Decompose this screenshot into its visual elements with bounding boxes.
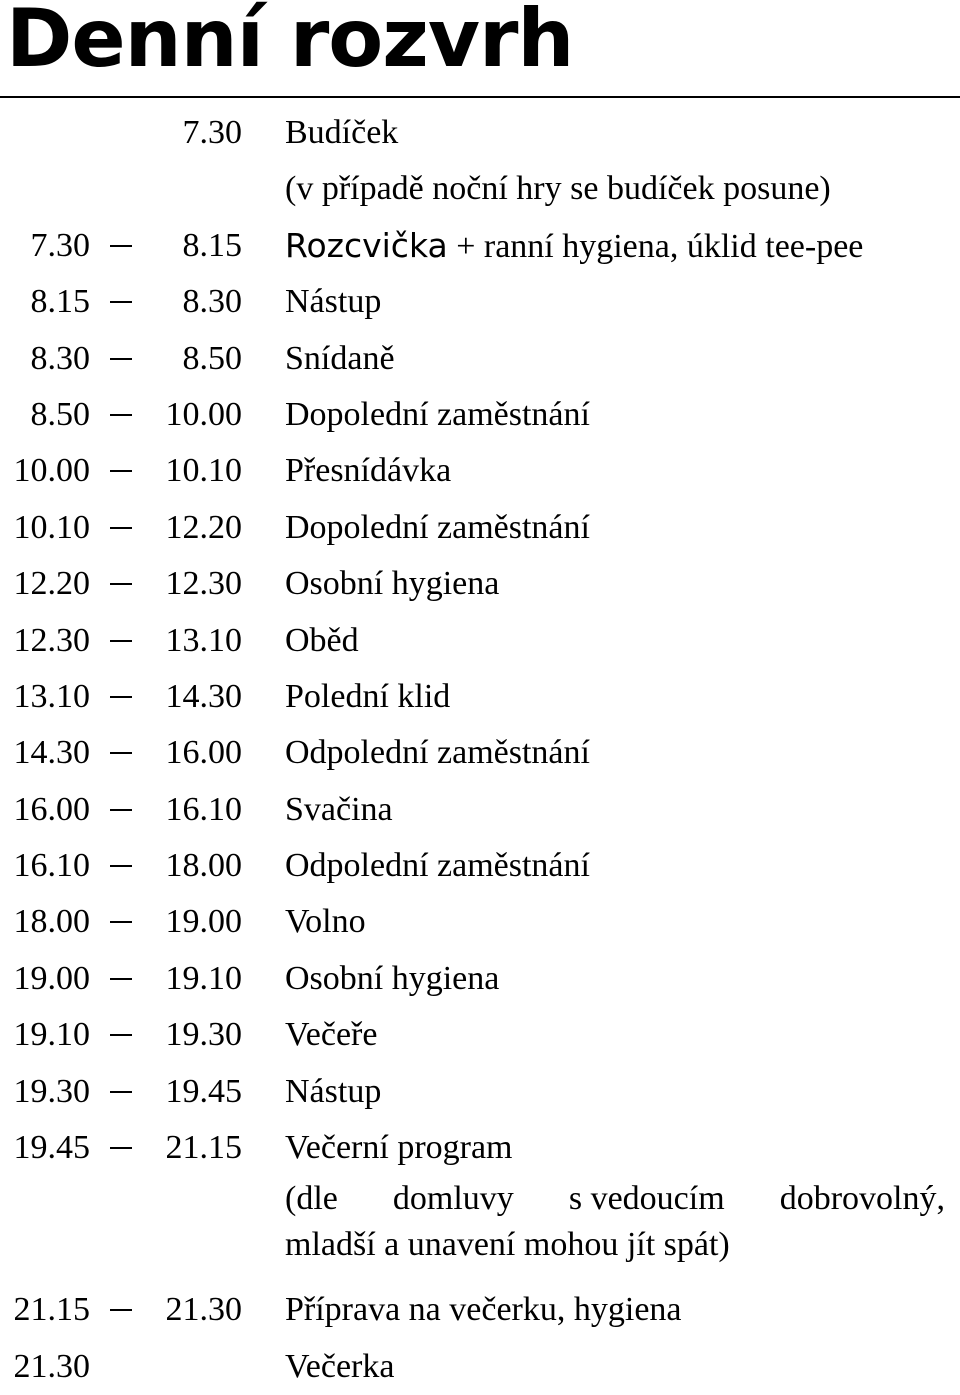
activity-label: Dopolední zaměstnání <box>285 508 590 546</box>
dash-separator <box>110 640 132 642</box>
dash-separator <box>110 245 132 247</box>
end-time: 16.00 <box>165 734 242 772</box>
activity-label <box>285 218 863 275</box>
schedule-row <box>0 218 960 274</box>
end-time: 13.10 <box>165 621 242 659</box>
dash-separator <box>110 414 132 416</box>
end-time: 18.00 <box>165 847 242 885</box>
schedule-row <box>0 725 960 781</box>
note-text: mladší a unavení mohou jít spát) <box>285 1226 730 1264</box>
evening-note-line-1 <box>0 1176 960 1222</box>
dash-separator <box>110 470 132 472</box>
note-word: dobrovolný, <box>779 1180 945 1218</box>
activity-label: Večeře <box>285 1016 378 1054</box>
dash-separator <box>110 978 132 980</box>
dash-separator <box>110 696 132 698</box>
schedule-row <box>0 613 960 669</box>
start-time: 18.00 <box>13 903 90 941</box>
schedule-row <box>0 387 960 443</box>
dash-separator <box>110 1091 132 1093</box>
schedule-row <box>0 1064 960 1120</box>
schedule-row <box>0 1282 960 1338</box>
schedule-row <box>0 669 960 725</box>
start-time: 8.15 <box>30 283 90 321</box>
schedule-row <box>0 951 960 1007</box>
start-time: 19.45 <box>13 1129 90 1167</box>
end-time: 19.00 <box>165 903 242 941</box>
dash-separator <box>110 1034 132 1036</box>
activity-label: Dopolední zaměstnání <box>285 395 590 433</box>
start-time: 16.00 <box>13 790 90 828</box>
dash-separator <box>110 865 132 867</box>
schedule-row <box>0 556 960 612</box>
start-time: 19.30 <box>13 1072 90 1110</box>
end-time: 10.00 <box>165 395 242 433</box>
activity-label: Příprava na večerku, hygiena <box>285 1291 682 1329</box>
schedule-row <box>0 274 960 330</box>
end-time: 19.30 <box>165 1016 242 1054</box>
end-time: 19.10 <box>165 959 242 997</box>
activity-label: Nástup <box>285 1072 382 1110</box>
activity-rest: + ranní hygiena, úklid tee-pee <box>447 227 864 265</box>
start-time: 16.10 <box>13 847 90 885</box>
start-time: 21.30 <box>13 1347 90 1385</box>
dash-separator <box>110 809 132 811</box>
activity-label: Odpolední zaměstnání <box>285 847 590 885</box>
schedule-row <box>0 782 960 838</box>
start-time: 21.15 <box>13 1291 90 1329</box>
dash-separator <box>110 301 132 303</box>
dash-separator <box>110 1309 132 1311</box>
dash-separator <box>110 583 132 585</box>
title-underline <box>0 96 960 98</box>
note-word: domluvy <box>392 1180 514 1218</box>
activity-label: Polední klid <box>285 677 451 715</box>
end-time: 19.45 <box>165 1072 242 1110</box>
activity-label: Svačina <box>285 790 393 828</box>
note-word: (dle <box>285 1180 338 1218</box>
end-time: 8.50 <box>182 339 242 377</box>
activity-label: Osobní hygiena <box>285 565 500 603</box>
end-time: 21.30 <box>165 1291 242 1329</box>
start-time: 8.50 <box>30 395 90 433</box>
end-time: 8.15 <box>182 226 242 264</box>
start-time: 19.00 <box>13 959 90 997</box>
activity-label: Oběd <box>285 621 359 659</box>
end-time: 10.10 <box>165 452 242 490</box>
dash-separator <box>110 358 132 360</box>
activity-label: Přesnídávka <box>285 452 452 490</box>
schedule-row <box>0 838 960 894</box>
end-time: 8.30 <box>182 283 242 321</box>
schedule-row <box>0 443 960 499</box>
schedule-note-row <box>0 161 960 217</box>
start-time: 12.20 <box>13 565 90 603</box>
schedule-row <box>0 1007 960 1063</box>
activity-label: Odpolední zaměstnání <box>285 734 590 772</box>
end-time: 7.30 <box>182 114 242 151</box>
end-time: 12.20 <box>165 508 242 546</box>
evening-note-line-2 <box>0 1222 960 1282</box>
schedule-list <box>0 105 960 1395</box>
note-word: s vedoucím <box>568 1180 725 1218</box>
end-time: 21.15 <box>165 1129 242 1167</box>
schedule-row <box>0 331 960 387</box>
start-time: 10.10 <box>13 508 90 546</box>
schedule-row <box>0 1339 960 1395</box>
activity-label: Večerka <box>285 1347 395 1385</box>
start-time: 13.10 <box>13 677 90 715</box>
dash-separator <box>110 527 132 529</box>
schedule-row <box>0 500 960 556</box>
activity-label: Nástup <box>285 283 382 321</box>
activity-label: Volno <box>285 903 366 941</box>
end-time: 16.10 <box>165 790 242 828</box>
start-time: 7.30 <box>30 226 90 264</box>
start-time: 19.10 <box>13 1016 90 1054</box>
schedule-row <box>0 1120 960 1176</box>
schedule-row <box>0 894 960 950</box>
schedule-row <box>0 105 960 161</box>
activity-label: Snídaně <box>285 339 395 377</box>
dash-separator <box>110 1147 132 1149</box>
start-time: 10.00 <box>13 452 90 490</box>
start-time: 12.30 <box>13 621 90 659</box>
page-title: Denní rozvrh <box>6 0 574 85</box>
note-text: (v případě noční hry se budíček posune) <box>285 170 831 208</box>
end-time: 14.30 <box>165 677 242 715</box>
activity-label: Večerní program <box>285 1129 513 1167</box>
activity-label: Budíček <box>285 114 399 151</box>
dash-separator <box>110 921 132 923</box>
start-time: 8.30 <box>30 339 90 377</box>
end-time: 12.30 <box>165 565 242 603</box>
start-time: 14.30 <box>13 734 90 772</box>
activity-highlight: Rozcvička <box>285 225 448 265</box>
dash-separator <box>110 752 132 754</box>
activity-label: Osobní hygiena <box>285 959 500 997</box>
